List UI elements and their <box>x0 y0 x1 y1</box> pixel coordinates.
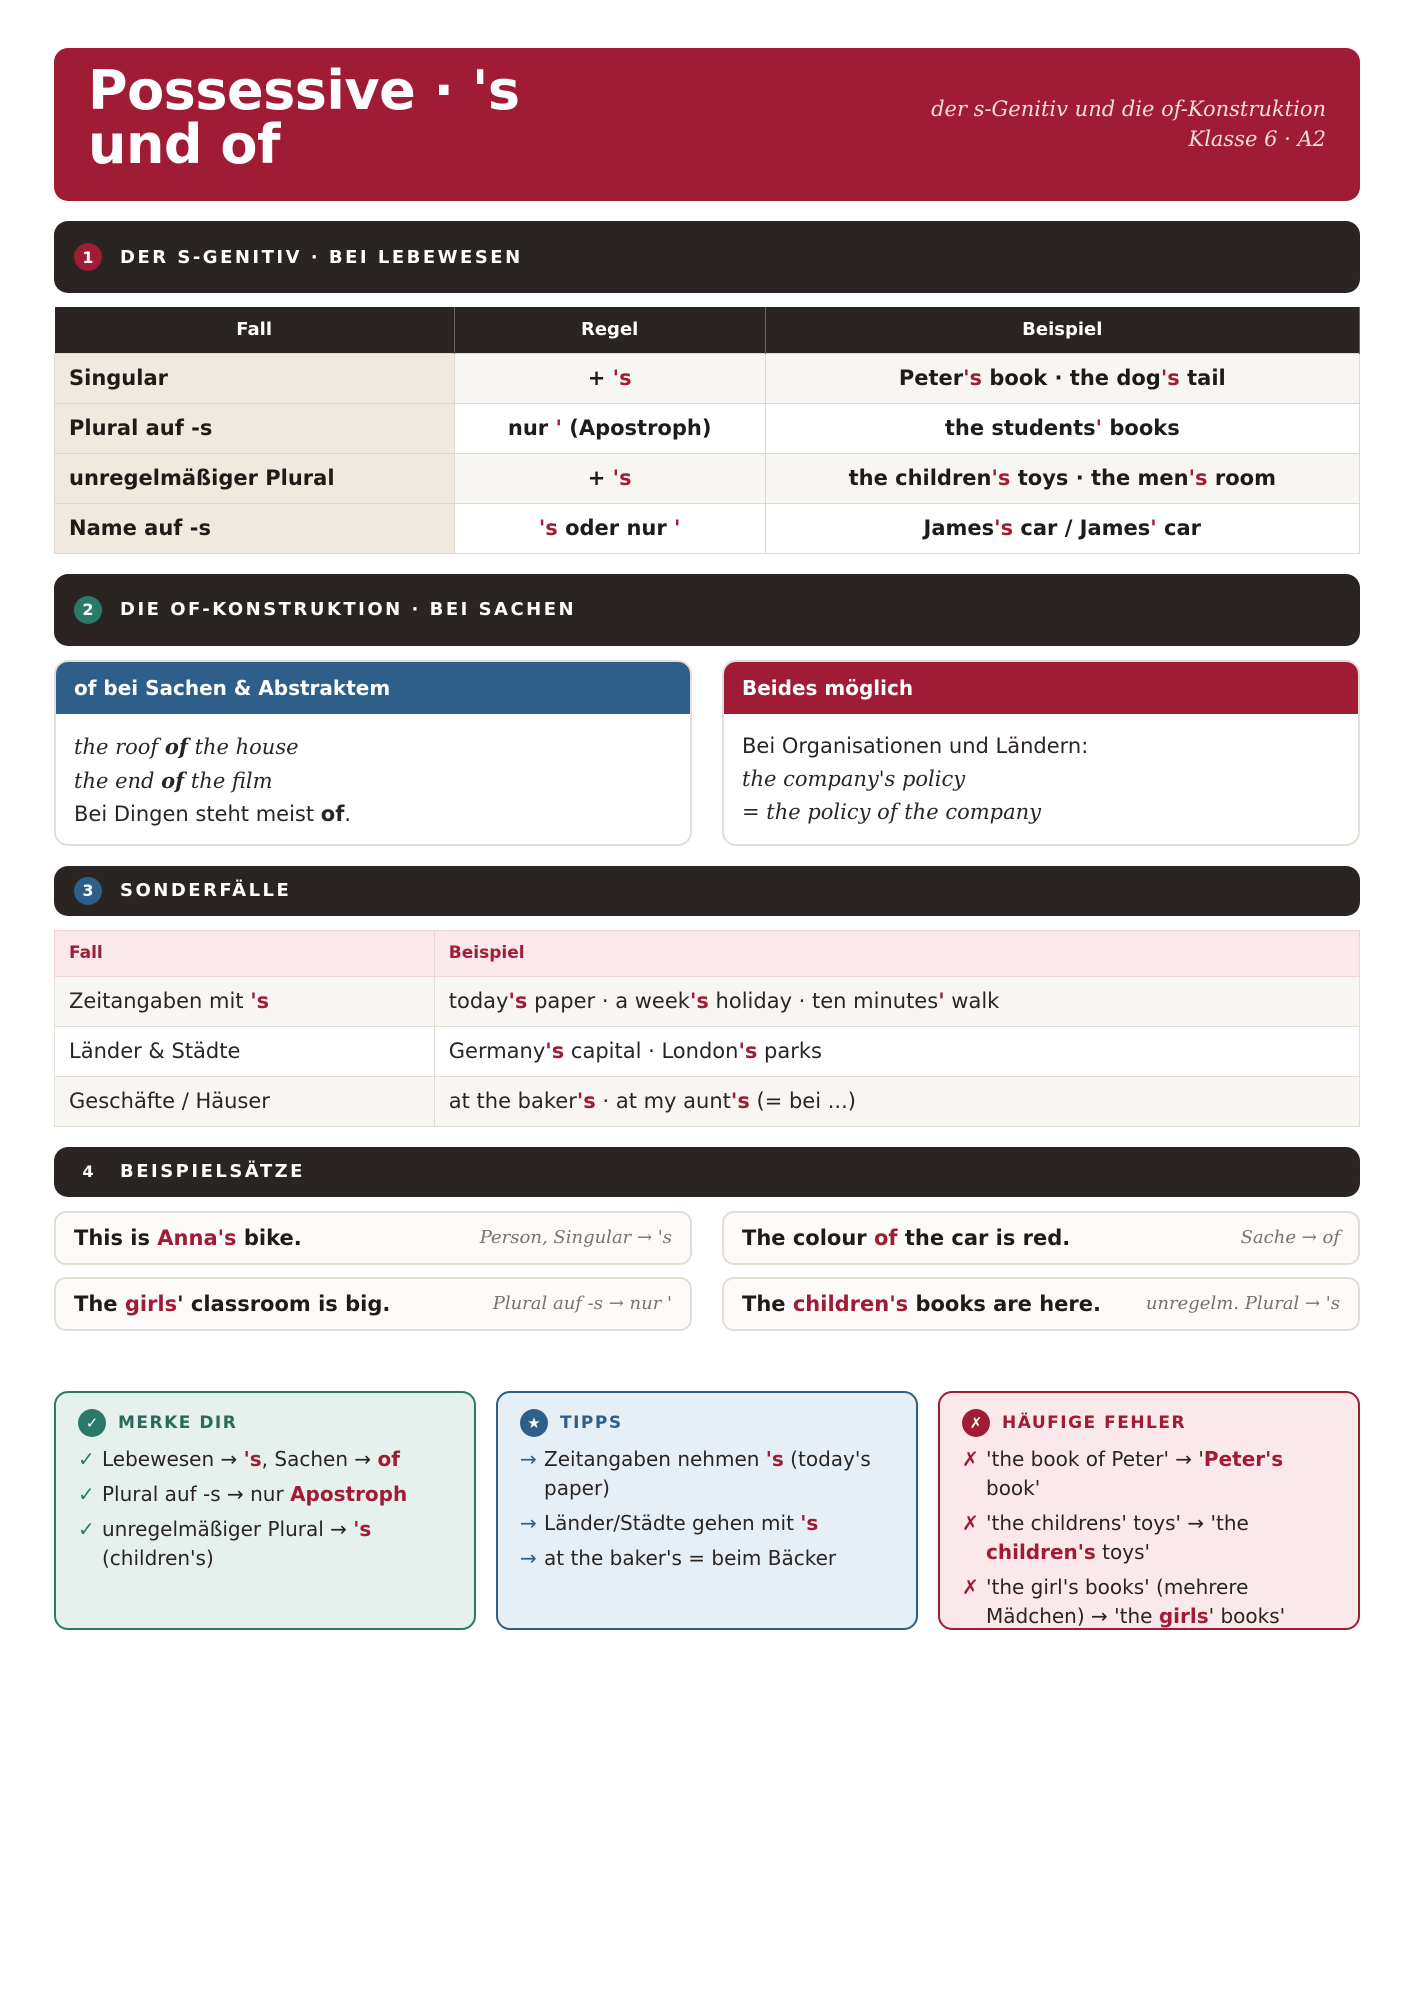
section-4-number: 4 <box>82 1162 94 1181</box>
section-2-title: DIE OF-KONSTRUKTION · BEI SACHEN <box>120 599 577 620</box>
sentence-text: The children's books are here. <box>742 1291 1101 1316</box>
list-item <box>78 1515 452 1573</box>
card-of-sachen <box>54 660 692 846</box>
arrow-icon: → <box>520 1545 537 1570</box>
cell-beispiel: today's paper · a week's holiday · ten minutes' walk <box>434 976 1359 1026</box>
sentence-text: The girls' classroom is big. <box>74 1291 391 1316</box>
cell-beispiel: the children's toys · the men's room <box>765 453 1359 503</box>
example-sentence <box>54 1211 692 1265</box>
list-item <box>78 1480 452 1509</box>
section-3-title: SONDERFÄLLE <box>120 880 292 901</box>
section-3-bar <box>54 866 1360 916</box>
table-header-row <box>55 307 1360 353</box>
sentence-note: Sache → of <box>1240 1227 1340 1248</box>
list-item <box>520 1544 894 1573</box>
cell-beispiel: Germany's capital · London's parks <box>434 1026 1359 1076</box>
sentence-note: Plural auf -s → nur ' <box>492 1293 672 1314</box>
item-text: Länder/Städte gehen mit 's <box>544 1510 819 1535</box>
card-title: of bei Sachen & Abstraktem <box>56 662 690 714</box>
table-header-row <box>55 930 1360 976</box>
box-header <box>520 1409 894 1437</box>
cell-regel: + 's <box>454 353 765 403</box>
cell-beispiel: James's car / James' car <box>765 503 1359 553</box>
cell-beispiel: at the baker's · at my aunt's (= bei ...) <box>434 1076 1359 1126</box>
check-icon: ✓ <box>78 1481 95 1506</box>
example-row-2 <box>54 1277 1360 1331</box>
cell-fall: Name auf -s <box>55 503 455 553</box>
box-list <box>962 1445 1336 1631</box>
card-line: the end of the film <box>74 767 273 793</box>
table-row <box>55 976 1360 1026</box>
card-beides <box>722 660 1360 846</box>
table-row <box>55 1026 1360 1076</box>
arrow-icon: → <box>520 1446 537 1471</box>
column-header-beispiel: Beispiel <box>434 930 1359 976</box>
table-row <box>55 453 1360 503</box>
tipps-box <box>496 1391 918 1630</box>
star-icon: ★ <box>520 1409 548 1437</box>
cross-icon: ✗ <box>962 1510 979 1535</box>
section-4-title: BEISPIELSÄTZE <box>120 1161 305 1182</box>
section-1-title: DER S-GENITIV · BEI LEBEWESEN <box>120 246 523 268</box>
column-header-fall: Fall <box>55 930 435 976</box>
list-item <box>962 1509 1336 1567</box>
table-row <box>55 353 1360 403</box>
item-text: Plural auf -s → nur Apostroph <box>102 1481 408 1506</box>
page-title: Possessive · 's und of <box>88 59 520 176</box>
cell-regel: 's oder nur ' <box>454 503 765 553</box>
card-line: Bei Dingen steht meist of. <box>74 801 352 826</box>
box-title: TIPPS <box>560 1412 623 1433</box>
list-item <box>520 1509 894 1538</box>
item-text: unregelmäßiger Plural → 's (children's) <box>102 1516 372 1570</box>
item-text: at the baker's = beim Bäcker <box>544 1545 837 1570</box>
box-title: MERKE DIR <box>118 1412 238 1433</box>
subtitle-text: der s-Genitiv und die of-Konstruktion <box>931 97 1326 121</box>
example-sentence <box>54 1277 692 1331</box>
sentence-text: The colour of the car is red. <box>742 1225 1071 1250</box>
sentence-text: This is Anna's bike. <box>74 1225 302 1250</box>
item-text: 'the girl's books' (mehrere Mädchen) → 'the girls' books' <box>986 1574 1286 1628</box>
cross-icon: ✗ <box>962 1574 979 1599</box>
example-row-1 <box>54 1211 1360 1265</box>
cell-regel: + 's <box>454 453 765 503</box>
section-1-number: 1 <box>74 243 102 271</box>
list-item <box>78 1445 452 1474</box>
box-list <box>520 1445 894 1573</box>
page-subtitle <box>931 94 1326 154</box>
item-text: 'the childrens' toys' → 'the children's toys' <box>986 1510 1249 1564</box>
box-header <box>78 1409 452 1437</box>
cell-fall: Zeitangaben mit 's <box>55 976 435 1026</box>
cell-beispiel: the students' books <box>765 403 1359 453</box>
column-header-fall: Fall <box>55 307 455 353</box>
cross-icon: ✗ <box>962 1409 990 1437</box>
of-cards <box>54 660 1360 846</box>
cell-fall: Länder & Städte <box>55 1026 435 1076</box>
genitive-table <box>54 307 1360 554</box>
box-header <box>962 1409 1336 1437</box>
check-icon: ✓ <box>78 1409 106 1437</box>
list-item <box>962 1573 1336 1631</box>
sentence-note: Person, Singular → 's <box>479 1227 672 1248</box>
card-body <box>724 714 1358 845</box>
column-header-beispiel: Beispiel <box>765 307 1359 353</box>
section-2-bar <box>54 574 1360 646</box>
card-line: Bei Organisationen und Ländern: <box>742 733 1089 758</box>
cell-fall: unregelmäßiger Plural <box>55 453 455 503</box>
example-sentence <box>722 1211 1360 1265</box>
cell-fall: Plural auf -s <box>55 403 455 453</box>
sentence-note: unregelm. Plural → 's <box>1145 1293 1340 1314</box>
card-line: = the policy of the company <box>742 799 1041 824</box>
card-line: the roof of the house <box>74 733 299 759</box>
cell-fall: Geschäfte / Häuser <box>55 1076 435 1126</box>
fehler-box <box>938 1391 1360 1630</box>
cell-regel: nur ' (Apostroph) <box>454 403 765 453</box>
box-list <box>78 1445 452 1573</box>
cell-beispiel: Peter's book · the dog's tail <box>765 353 1359 403</box>
table-row <box>55 503 1360 553</box>
check-icon: ✓ <box>78 1446 95 1471</box>
list-item <box>962 1445 1336 1503</box>
column-header-regel: Regel <box>454 307 765 353</box>
table-row <box>55 403 1360 453</box>
cross-icon: ✗ <box>962 1446 979 1471</box>
section-1-bar <box>54 221 1360 293</box>
sonderfaelle-table <box>54 930 1360 1127</box>
page-header <box>54 48 1360 201</box>
section-3-number: 3 <box>74 877 102 905</box>
cell-fall: Singular <box>55 353 455 403</box>
card-title: Beides möglich <box>724 662 1358 714</box>
section-4-bar <box>54 1147 1360 1197</box>
section-2-number: 2 <box>74 596 102 624</box>
arrow-icon: → <box>520 1510 537 1535</box>
box-title: HÄUFIGE FEHLER <box>1002 1412 1187 1433</box>
table-row <box>55 1076 1360 1126</box>
level-text: Klasse 6 · A2 <box>1188 127 1326 151</box>
summary-boxes <box>54 1391 1360 1630</box>
list-item <box>520 1445 894 1503</box>
card-body <box>56 714 690 846</box>
item-text: Lebewesen → 's, Sachen → of <box>102 1446 400 1471</box>
example-sentence <box>722 1277 1360 1331</box>
check-icon: ✓ <box>78 1516 95 1541</box>
item-text: 'the book of Peter' → 'Peter's book' <box>986 1446 1284 1500</box>
card-line: the company's policy <box>742 766 966 791</box>
merke-box <box>54 1391 476 1630</box>
item-text: Zeitangaben nehmen 's (today's paper) <box>544 1446 871 1500</box>
